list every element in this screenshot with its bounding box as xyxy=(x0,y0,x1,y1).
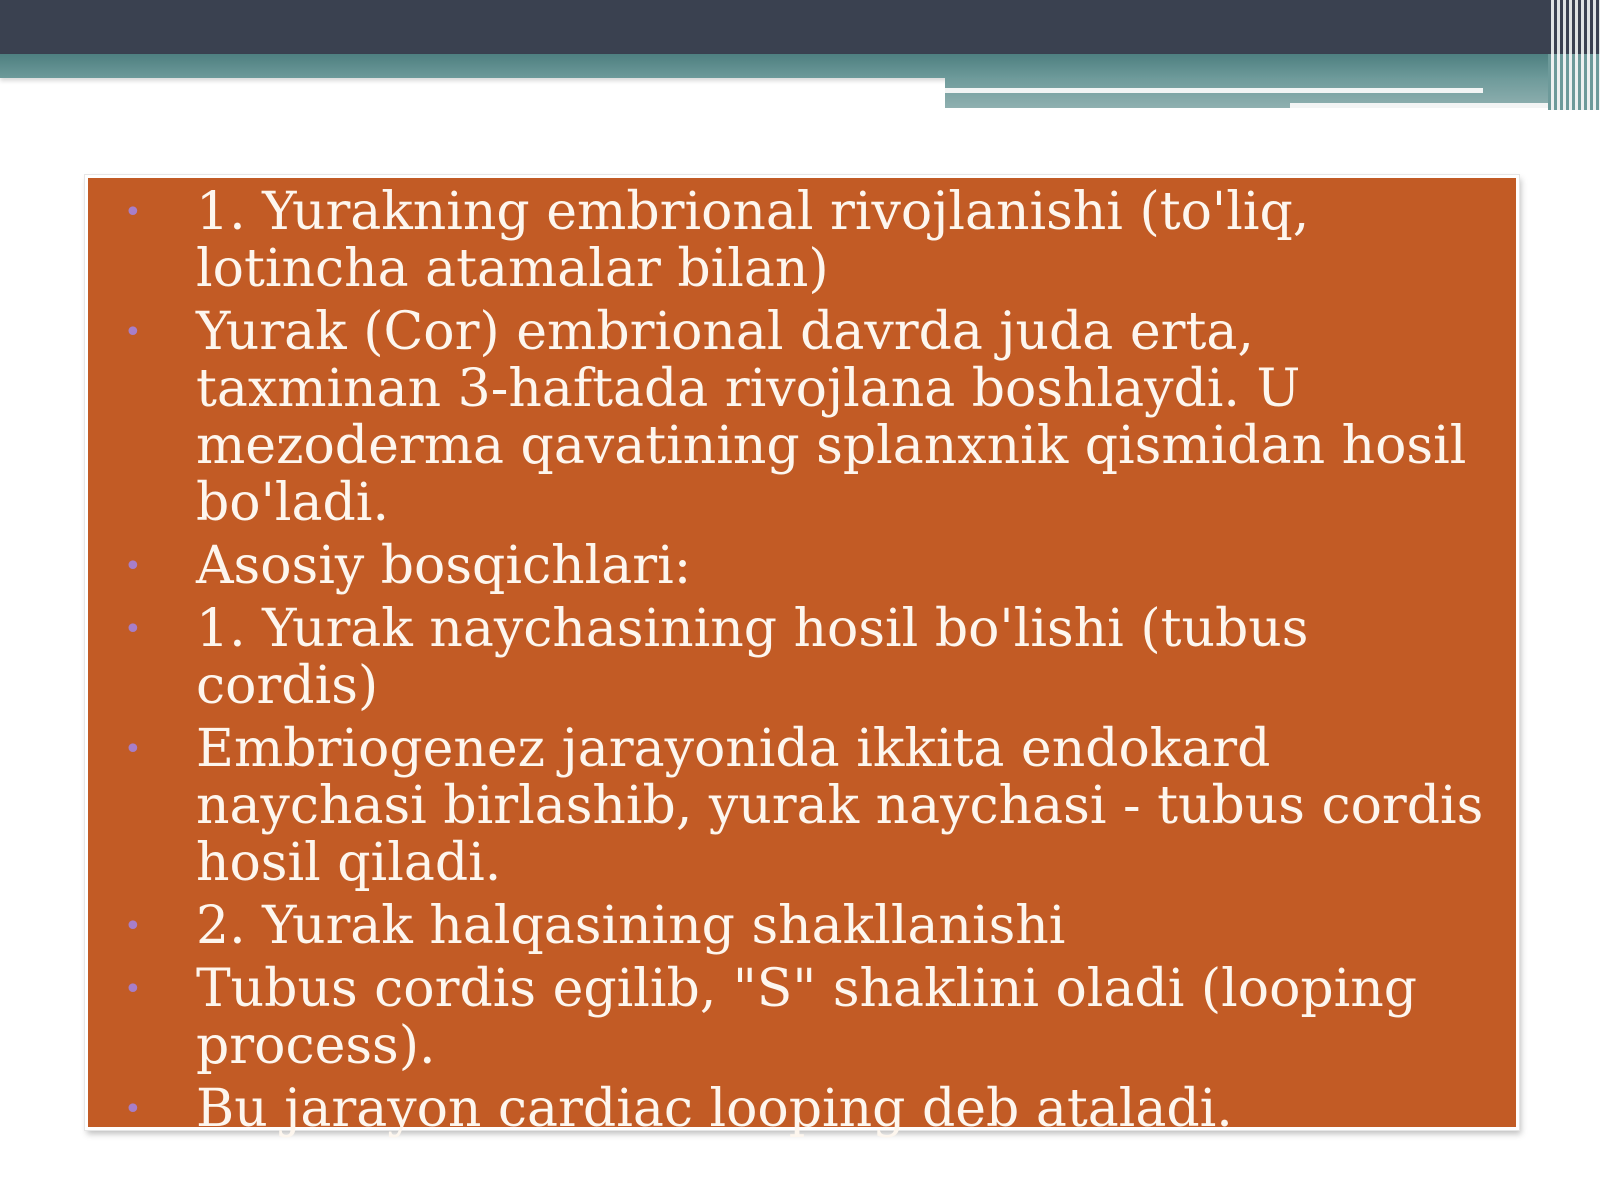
bullet-item xyxy=(120,538,1496,595)
header-banner-teal xyxy=(0,54,1600,78)
bullet-icon: • xyxy=(124,549,142,584)
bullet-item xyxy=(120,1081,1496,1138)
bullet-item xyxy=(120,898,1496,955)
header-accent-line xyxy=(945,88,1483,93)
bullet-text: 1. Yurakning embrional rivojlanishi (to'liq, lotincha atamalar bilan) xyxy=(196,182,1310,299)
bullet-icon: • xyxy=(124,315,142,350)
bullet-text: Embriogenez jarayonida ikkita endokard naychasi birlashib, yurak naychasi - tubus cordis hosil qiladi. xyxy=(196,719,1484,893)
bullet-text: 2. Yurak halqasining shakllanishi xyxy=(196,896,1066,956)
bullet-icon: • xyxy=(124,909,142,944)
bullet-item xyxy=(120,601,1496,715)
bullet-icon: • xyxy=(124,972,142,1007)
bullet-icon: • xyxy=(124,195,142,230)
header-stripes xyxy=(1548,54,1600,110)
bullet-text: Asosiy bosqichlari: xyxy=(196,536,692,596)
bullet-item xyxy=(120,184,1496,298)
bullet-text: Bu jarayon cardiac looping deb ataladi. xyxy=(196,1079,1233,1139)
bullet-text: Tubus cordis egilib, "S" shaklini oladi (looping process). xyxy=(196,959,1418,1076)
bullet-item xyxy=(120,304,1496,532)
header-accent-line xyxy=(1290,103,1570,108)
bullet-list xyxy=(120,184,1496,1138)
bullet-icon: • xyxy=(124,1092,142,1127)
content-box xyxy=(85,175,1519,1139)
bullet-item xyxy=(120,961,1496,1075)
bullet-text: Yurak (Cor) embrional davrda juda erta, taxminan 3-haftada rivojlana boshlaydi. U mezoderma qavatining splanxnik qismidan hosil bo'ladi. xyxy=(196,302,1467,533)
bullet-item xyxy=(120,721,1496,892)
bullet-icon: • xyxy=(124,732,142,767)
header-banner-dark xyxy=(0,0,1600,54)
bullet-text: 1. Yurak naychasining hosil bo'lishi (tubus cordis) xyxy=(196,599,1309,716)
bullet-icon: • xyxy=(124,612,142,647)
